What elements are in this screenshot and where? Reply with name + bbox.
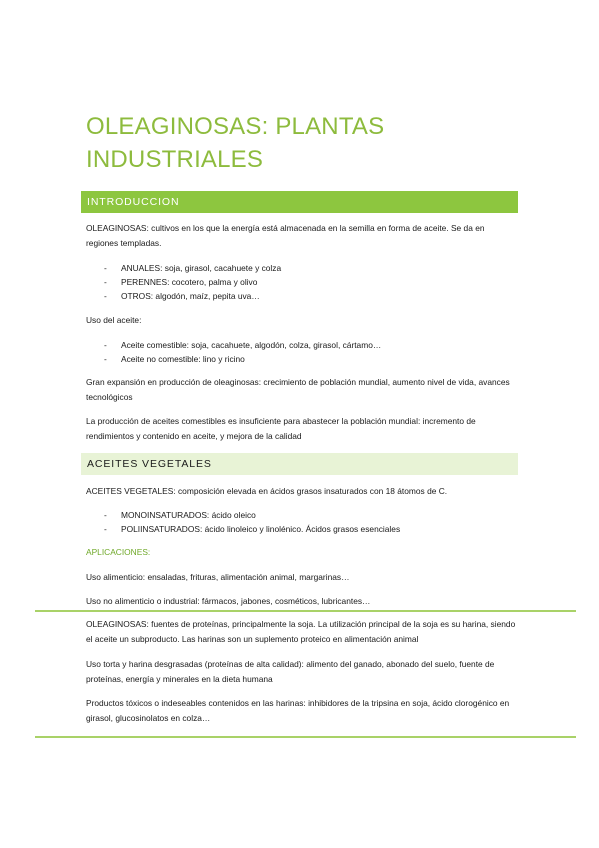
- produccion-paragraph: La producción de aceites comestibles es insuficiente para abastecer la población mundial: incremento de rendimientos y contenido en aceite, y mejora de la calidad: [86, 416, 476, 441]
- section-heading-introduccion: INTRODUCCION: [81, 191, 518, 213]
- uso-no-alimenticio: Uso no alimenticio o industrial: fármacos, jabones, cosméticos, lubricantes…: [86, 596, 371, 606]
- list-item: - POLIINSATURADOS: ácido linoleico y linolénico. Ácidos grasos esenciales: [104, 524, 401, 534]
- aplicaciones-label: APLICACIONES:: [86, 547, 151, 557]
- aceites-definition: ACEITES VEGETALES: composición elevada en ácidos grasos insaturados con 18 átomos de C.: [86, 486, 448, 496]
- uso-alimenticio: Uso alimenticio: ensaladas, frituras, alimentación animal, margarinas…: [86, 572, 350, 582]
- list-item: - ANUALES: soja, girasol, cacahuete y colza: [104, 263, 282, 273]
- list-item: - OTROS: algodón, maíz, pepita uva…: [104, 291, 260, 301]
- proteinas-paragraph: OLEAGINOSAS: fuentes de proteínas, principalmente la soja. La utilización principal de la soja es su harina, siendo el aceite un subproducto. Las harinas son un suplemento proteico en alimentación animal: [86, 619, 516, 644]
- document-title: OLEAGINOSAS: PLANTAS INDUSTRIALES: [86, 113, 385, 173]
- box-top-rule: [35, 610, 576, 612]
- list-item: - MONOINSATURADOS: ácido oleico: [104, 510, 256, 520]
- section-heading-aceites-vegetales: ACEITES VEGETALES: [81, 453, 518, 475]
- oleaginosas-definition: OLEAGINOSAS: cultivos en los que la energía está almacenada en la semilla en forma de aceite. Se da en regiones templadas.: [86, 223, 485, 248]
- list-item: - PERENNES: cocotero, palma y olivo: [104, 277, 258, 287]
- uso-aceite-label: Uso del aceite:: [86, 315, 142, 325]
- list-item: - Aceite no comestible: lino y ricino: [104, 354, 245, 364]
- torta-harina-paragraph: Uso torta y harina desgrasadas (proteínas de alta calidad): alimento del ganado, abonado del suelo, fuente de proteínas, energía y minerales en la dieta humana: [86, 659, 495, 684]
- box-bottom-rule: [35, 736, 576, 738]
- expansion-paragraph: Gran expansión en producción de oleaginosas: crecimiento de población mundial, aumento nivel de vida, avances tecnológicos: [86, 377, 510, 402]
- list-item: - Aceite comestible: soja, cacahuete, algodón, colza, girasol, cártamo…: [104, 340, 382, 350]
- toxicos-paragraph: Productos tóxicos o indeseables contenidos en las harinas: inhibidores de la tripsina en soja, ácido clorogénico en girasol, glucosinolatos en colza…: [86, 698, 510, 723]
